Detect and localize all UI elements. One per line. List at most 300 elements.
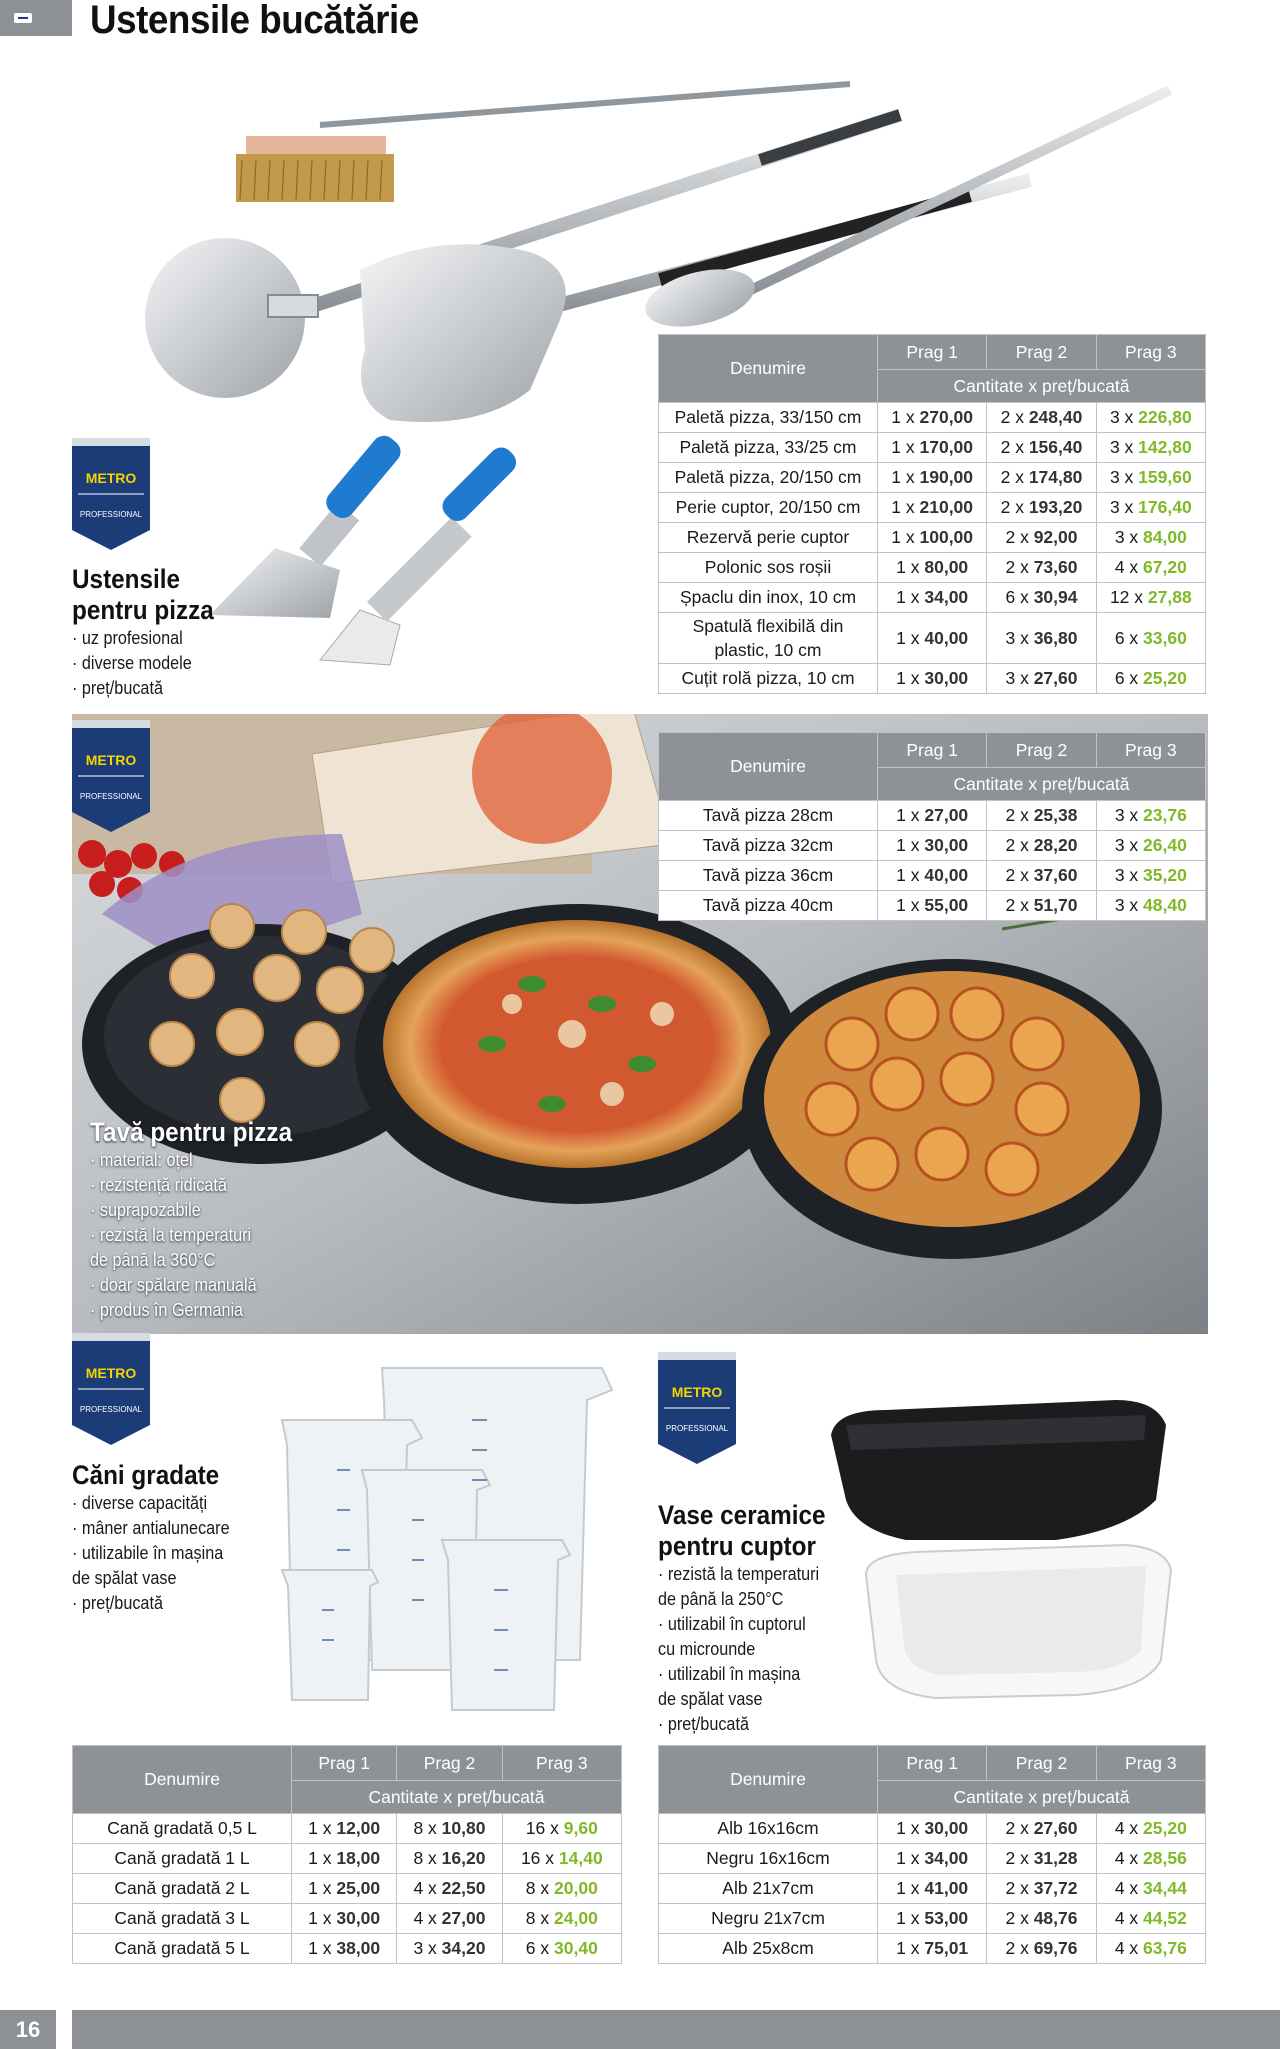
col-p2: Prag 2 (987, 335, 1096, 370)
feature-item: · utilizabil în mașina (658, 1664, 801, 1684)
quantity: 4 x (1114, 1938, 1144, 1958)
price-tier-1 (878, 1934, 987, 1964)
product-name: Alb 16x16cm (659, 1814, 878, 1844)
table-row (659, 463, 1206, 493)
product-name: Negru 16x16cm (659, 1844, 878, 1874)
jugs-title: Căni gradate (72, 1460, 220, 1490)
unit-price: 156,40 (1028, 437, 1083, 457)
unit-price: 27,00 (924, 805, 969, 825)
unit-price: 10,80 (441, 1818, 486, 1838)
product-name: Alb 25x8cm (659, 1934, 878, 1964)
quantity: 1 x (308, 1908, 337, 1928)
pizza-tools-info (72, 564, 230, 701)
footer-bar (72, 2010, 1280, 2049)
quantity: 1 x (896, 627, 925, 648)
unit-price: 27,00 (441, 1908, 486, 1928)
flag-icon (14, 13, 32, 23)
unit-price: 34,00 (924, 1848, 969, 1868)
col-p1: Prag 1 (292, 1746, 397, 1781)
price-tier-3 (1096, 493, 1205, 523)
price-tier-1 (878, 664, 987, 694)
price-tier-3 (1096, 891, 1205, 921)
quantity: 2 x (1005, 1818, 1034, 1838)
price-tier-3 (502, 1934, 621, 1964)
unit-price: 67,20 (1143, 557, 1187, 577)
quantity: 1 x (308, 1818, 337, 1838)
feature-item: · preț/bucată (72, 678, 163, 698)
unit-price: 55,00 (924, 895, 969, 915)
price-tier-1 (878, 1874, 987, 1904)
feature-list (72, 626, 214, 701)
table-header-row (659, 1746, 1206, 1781)
price-tier-3 (1096, 523, 1205, 553)
quantity: 6 x (1005, 587, 1034, 607)
price-tier-2 (987, 463, 1096, 493)
col-subheader: Cantitate x preț/bucată (292, 1781, 622, 1814)
quantity: 3 x (413, 1938, 442, 1958)
feature-item: · rezistență ridicată (90, 1175, 227, 1195)
unit-price: 25,00 (336, 1878, 381, 1898)
unit-price: 176,40 (1138, 497, 1192, 517)
table-row (73, 1934, 622, 1964)
unit-price: 22,50 (441, 1878, 486, 1898)
quantity: 3 x (1005, 627, 1034, 648)
col-p1: Prag 1 (878, 733, 987, 768)
feature-item: · preț/bucată (72, 1593, 163, 1613)
quantity: 4 x (1114, 1818, 1144, 1838)
product-name: Negru 21x7cm (659, 1904, 878, 1934)
col-subheader: Cantitate x preț/bucată (878, 768, 1206, 801)
quantity: 2 x (1005, 865, 1034, 885)
price-tier-1 (878, 463, 987, 493)
feature-item: · material: oțel (90, 1150, 193, 1170)
table-row (659, 613, 1206, 664)
quantity: 1 x (896, 1938, 925, 1958)
unit-price: 53,00 (924, 1908, 969, 1928)
feature-item: · utilizabil în cuptorul (658, 1614, 806, 1634)
table-row (73, 1844, 622, 1874)
feature-list (658, 1562, 826, 1737)
col-denumire: Denumire (659, 335, 878, 403)
product-name: Paletă pizza, 33/25 cm (659, 433, 878, 463)
price-tier-2 (987, 891, 1096, 921)
quantity: 1 x (891, 497, 920, 517)
pizza-tools-title-1: Ustensile (72, 564, 181, 594)
unit-price: 24,00 (554, 1908, 598, 1928)
price-tier-2 (987, 553, 1096, 583)
feature-item: de spălat vase (658, 1689, 763, 1709)
quantity: 4 x (1114, 557, 1144, 577)
price-tier-2 (987, 1814, 1096, 1844)
col-p1: Prag 1 (878, 1746, 987, 1781)
quantity: 2 x (1000, 497, 1029, 517)
quantity: 1 x (896, 835, 925, 855)
product-name: Spatulă flexibilă din plastic, 10 cm (659, 613, 878, 664)
price-tier-1 (878, 613, 987, 664)
price-tier-3 (1096, 664, 1205, 694)
unit-price: 26,40 (1143, 835, 1187, 855)
price-tier-1 (878, 433, 987, 463)
jugs-price-table (72, 1745, 622, 1964)
quantity: 6 x (525, 1938, 555, 1958)
quantity: 16 x (525, 1818, 564, 1838)
quantity: 3 x (1114, 527, 1144, 547)
price-tier-1 (292, 1904, 397, 1934)
unit-price: 51,70 (1033, 895, 1078, 915)
feature-item: de până la 250°C (658, 1589, 784, 1609)
table-header-row (659, 335, 1206, 370)
product-name: Paletă pizza, 20/150 cm (659, 463, 878, 493)
col-subheader: Cantitate x preț/bucată (878, 1781, 1206, 1814)
table-header-row (73, 1746, 622, 1781)
unit-price: 9,60 (563, 1818, 598, 1838)
quantity: 1 x (891, 467, 920, 487)
ceramic-title-1: Vase ceramice (658, 1500, 826, 1530)
price-tier-1 (292, 1814, 397, 1844)
price-tier-2 (397, 1874, 502, 1904)
unit-price: 35,20 (1143, 865, 1187, 885)
price-tier-2 (987, 613, 1096, 664)
quantity: 12 x (1109, 587, 1148, 607)
unit-price: 30,94 (1033, 587, 1078, 607)
unit-price: 14,40 (558, 1848, 603, 1868)
unit-price: 37,60 (1033, 865, 1078, 885)
col-p3: Prag 3 (1096, 335, 1205, 370)
quantity: 2 x (1005, 805, 1034, 825)
price-tier-2 (987, 861, 1096, 891)
badge-sub: PROFESSIONAL (79, 1405, 143, 1414)
quantity: 4 x (1114, 1848, 1144, 1868)
price-tier-1 (292, 1844, 397, 1874)
col-denumire: Denumire (659, 733, 878, 801)
quantity: 2 x (1000, 467, 1029, 487)
table-row (659, 801, 1206, 831)
quantity: 2 x (1005, 1848, 1034, 1868)
unit-price: 73,60 (1033, 557, 1078, 577)
table-row (659, 1844, 1206, 1874)
quantity: 8 x (413, 1848, 442, 1868)
price-tier-2 (397, 1904, 502, 1934)
col-denumire: Denumire (659, 1746, 878, 1814)
ceramic-title-2: pentru cuptor (658, 1531, 816, 1561)
price-tier-1 (878, 861, 987, 891)
unit-price: 41,00 (924, 1878, 969, 1898)
table-row (659, 523, 1206, 553)
price-tier-3 (1096, 1934, 1205, 1964)
col-p2: Prag 2 (987, 733, 1096, 768)
page-number: 16 (0, 2010, 56, 2049)
col-p3: Prag 3 (1096, 733, 1205, 768)
price-tier-1 (878, 583, 987, 613)
unit-price: 34,44 (1143, 1878, 1187, 1898)
price-tier-3 (502, 1814, 621, 1844)
quantity: 1 x (891, 407, 920, 427)
badge-brand: METRO (671, 1384, 723, 1400)
price-tier-3 (502, 1904, 621, 1934)
quantity: 3 x (1114, 865, 1144, 885)
unit-price: 80,00 (924, 557, 969, 577)
product-name: Perie cuptor, 20/150 cm (659, 493, 878, 523)
quantity: 3 x (1114, 805, 1144, 825)
col-p1: Prag 1 (878, 335, 987, 370)
quantity: 1 x (896, 805, 925, 825)
price-tier-2 (987, 523, 1096, 553)
unit-price: 27,60 (1033, 668, 1078, 688)
unit-price: 18,00 (336, 1848, 381, 1868)
table-row (659, 403, 1206, 433)
price-tier-1 (878, 1814, 987, 1844)
feature-item: · uz profesional (72, 628, 183, 648)
price-tier-3 (1096, 1874, 1205, 1904)
quantity: 4 x (413, 1908, 442, 1928)
unit-price: 69,76 (1033, 1938, 1078, 1958)
unit-price: 33,60 (1143, 627, 1187, 648)
feature-item: · produs în Germania (90, 1300, 244, 1320)
price-tier-3 (1096, 613, 1205, 664)
price-tier-1 (878, 553, 987, 583)
quantity: 2 x (1005, 1878, 1034, 1898)
feature-list (72, 1491, 230, 1616)
badge-brand: METRO (85, 1365, 137, 1381)
product-name: Rezervă perie cuptor (659, 523, 878, 553)
quantity: 16 x (520, 1848, 559, 1868)
product-name: Cană gradată 2 L (73, 1874, 292, 1904)
badge-sub: PROFESSIONAL (79, 792, 143, 801)
price-tier-2 (987, 1874, 1096, 1904)
quantity: 1 x (896, 1818, 925, 1838)
price-tier-3 (1096, 831, 1205, 861)
unit-price: 40,00 (924, 865, 969, 885)
unit-price: 170,00 (919, 437, 974, 457)
feature-item: · diverse capacități (72, 1493, 208, 1513)
quantity: 8 x (525, 1878, 555, 1898)
unit-price: 75,01 (924, 1938, 969, 1958)
unit-price: 92,00 (1033, 527, 1078, 547)
price-tier-1 (878, 1844, 987, 1874)
metro-professional-badge (72, 720, 150, 832)
price-tier-1 (878, 801, 987, 831)
unit-price: 40,00 (924, 627, 969, 648)
price-tier-1 (878, 403, 987, 433)
unit-price: 12,00 (336, 1818, 381, 1838)
ceramic-dishes-illustration (826, 1380, 1186, 1710)
badge-sub: PROFESSIONAL (79, 510, 143, 519)
unit-price: 226,80 (1138, 407, 1192, 427)
feature-item: cu microunde (658, 1639, 756, 1659)
measuring-jugs-illustration (262, 1360, 622, 1720)
page-title: Ustensile bucătărie (90, 0, 419, 42)
feature-item: de până la 360°C (90, 1250, 216, 1270)
unit-price: 30,00 (924, 835, 969, 855)
unit-price: 159,60 (1138, 467, 1192, 487)
price-tier-2 (987, 583, 1096, 613)
badge-brand: METRO (85, 752, 137, 768)
table-row (73, 1814, 622, 1844)
price-tier-3 (1096, 583, 1205, 613)
product-name: Tavă pizza 40cm (659, 891, 878, 921)
price-tier-3 (1096, 861, 1205, 891)
feature-item: · preț/bucată (658, 1714, 749, 1734)
feature-item: · utilizabile în mașina (72, 1543, 224, 1563)
feature-item: · rezistă la temperaturi (90, 1225, 252, 1245)
table-header-row (659, 733, 1206, 768)
product-name: Polonic sos roșii (659, 553, 878, 583)
table-row (659, 583, 1206, 613)
col-p2: Prag 2 (987, 1746, 1096, 1781)
unit-price: 44,52 (1143, 1908, 1187, 1928)
feature-list (90, 1148, 292, 1323)
quantity: 1 x (896, 865, 925, 885)
quantity: 4 x (1114, 1878, 1144, 1898)
price-tier-2 (987, 801, 1096, 831)
price-tier-3 (1096, 1844, 1205, 1874)
price-tier-3 (1096, 403, 1205, 433)
price-tier-3 (502, 1844, 621, 1874)
table-row (659, 1904, 1206, 1934)
col-subheader: Cantitate x preț/bucată (878, 370, 1206, 403)
unit-price: 63,76 (1143, 1938, 1187, 1958)
feature-item: · diverse modele (72, 653, 192, 673)
feature-item: · mâner antialunecare (72, 1518, 230, 1538)
quantity: 2 x (1005, 835, 1034, 855)
ceramic-price-table (658, 1745, 1206, 1964)
feature-item: · suprapozabile (90, 1200, 201, 1220)
quantity: 2 x (1005, 1908, 1034, 1928)
brush-head (246, 136, 386, 154)
quantity: 3 x (1109, 437, 1139, 457)
quantity: 8 x (413, 1818, 442, 1838)
quantity: 1 x (896, 895, 925, 915)
product-name: Cuțit rolă pizza, 10 cm (659, 664, 878, 694)
quantity: 1 x (896, 557, 925, 577)
price-tier-2 (397, 1844, 502, 1874)
unit-price: 23,76 (1143, 805, 1187, 825)
price-tier-2 (397, 1814, 502, 1844)
quantity: 2 x (1005, 557, 1034, 577)
pizza-trays-price-table (658, 732, 1206, 921)
unit-price: 20,00 (554, 1878, 598, 1898)
unit-price: 25,20 (1143, 668, 1187, 688)
price-tier-1 (878, 523, 987, 553)
unit-price: 84,00 (1143, 527, 1187, 547)
quantity: 1 x (308, 1938, 337, 1958)
feature-item: · doar spălare manuală (90, 1275, 257, 1295)
quantity: 1 x (308, 1878, 337, 1898)
unit-price: 31,28 (1033, 1848, 1078, 1868)
product-name: Cană gradată 3 L (73, 1904, 292, 1934)
unit-price: 30,00 (924, 1818, 969, 1838)
price-tier-1 (292, 1934, 397, 1964)
price-tier-3 (1096, 433, 1205, 463)
unit-price: 27,60 (1033, 1818, 1078, 1838)
price-tier-3 (502, 1874, 621, 1904)
quantity: 6 x (1114, 668, 1144, 688)
jugs-info (72, 1460, 247, 1616)
col-p3: Prag 3 (1096, 1746, 1205, 1781)
metro-professional-badge (72, 438, 150, 550)
col-denumire: Denumire (73, 1746, 292, 1814)
unit-price: 28,20 (1033, 835, 1078, 855)
quantity: 1 x (308, 1848, 337, 1868)
product-name: Tavă pizza 32cm (659, 831, 878, 861)
quantity: 3 x (1109, 467, 1139, 487)
quantity: 2 x (1005, 895, 1034, 915)
table-row (659, 1814, 1206, 1844)
quantity: 1 x (896, 1878, 925, 1898)
pizza-tools-price-table (658, 334, 1206, 694)
unit-price: 38,00 (336, 1938, 381, 1958)
brush-bristles (236, 154, 394, 202)
price-tier-3 (1096, 553, 1205, 583)
price-tier-3 (1096, 463, 1205, 493)
quantity: 1 x (896, 1848, 925, 1868)
unit-price: 34,00 (924, 587, 969, 607)
unit-price: 270,00 (919, 407, 974, 427)
unit-price: 25,20 (1143, 1818, 1187, 1838)
price-tier-3 (1096, 1814, 1205, 1844)
product-name: Cană gradată 1 L (73, 1844, 292, 1874)
table-row (73, 1904, 622, 1934)
unit-price: 27,88 (1147, 587, 1192, 607)
quantity: 3 x (1114, 835, 1144, 855)
price-tier-2 (987, 433, 1096, 463)
unit-price: 248,40 (1028, 407, 1083, 427)
price-tier-1 (878, 1904, 987, 1934)
table-row (659, 553, 1206, 583)
product-name: Cană gradată 0,5 L (73, 1814, 292, 1844)
product-name: Alb 21x7cm (659, 1874, 878, 1904)
quantity: 1 x (891, 437, 920, 457)
quantity: 1 x (896, 668, 925, 688)
quantity: 3 x (1005, 668, 1034, 688)
table-row (659, 891, 1206, 921)
unit-price: 25,38 (1033, 805, 1078, 825)
price-tier-1 (878, 891, 987, 921)
rect-peel-blade (360, 244, 566, 422)
table-row (659, 664, 1206, 694)
quantity: 4 x (1114, 1908, 1144, 1928)
product-name: Cană gradată 5 L (73, 1934, 292, 1964)
unit-price: 30,00 (336, 1908, 381, 1928)
ceramic-info (658, 1500, 844, 1737)
unit-price: 28,56 (1143, 1848, 1187, 1868)
price-tier-3 (1096, 1904, 1205, 1934)
quantity: 3 x (1109, 497, 1139, 517)
quantity: 2 x (1005, 527, 1034, 547)
feature-item: · rezistă la temperaturi (658, 1564, 820, 1584)
unit-price: 100,00 (919, 527, 974, 547)
col-p2: Prag 2 (397, 1746, 502, 1781)
quantity: 2 x (1000, 407, 1029, 427)
unit-price: 34,20 (441, 1938, 486, 1958)
metro-professional-badge (658, 1352, 736, 1464)
unit-price: 193,20 (1028, 497, 1083, 517)
product-name: Tavă pizza 36cm (659, 861, 878, 891)
badge-brand: METRO (85, 470, 137, 486)
quantity: 4 x (413, 1878, 442, 1898)
unit-price: 174,80 (1028, 467, 1083, 487)
metro-professional-badge (72, 1333, 150, 1445)
unit-price: 37,72 (1033, 1878, 1078, 1898)
quantity: 3 x (1114, 895, 1144, 915)
quantity: 1 x (891, 527, 920, 547)
unit-price: 30,00 (924, 668, 969, 688)
price-tier-2 (987, 664, 1096, 694)
col-p3: Prag 3 (502, 1746, 621, 1781)
quantity: 1 x (896, 587, 925, 607)
unit-price: 190,00 (919, 467, 974, 487)
table-row (659, 861, 1206, 891)
